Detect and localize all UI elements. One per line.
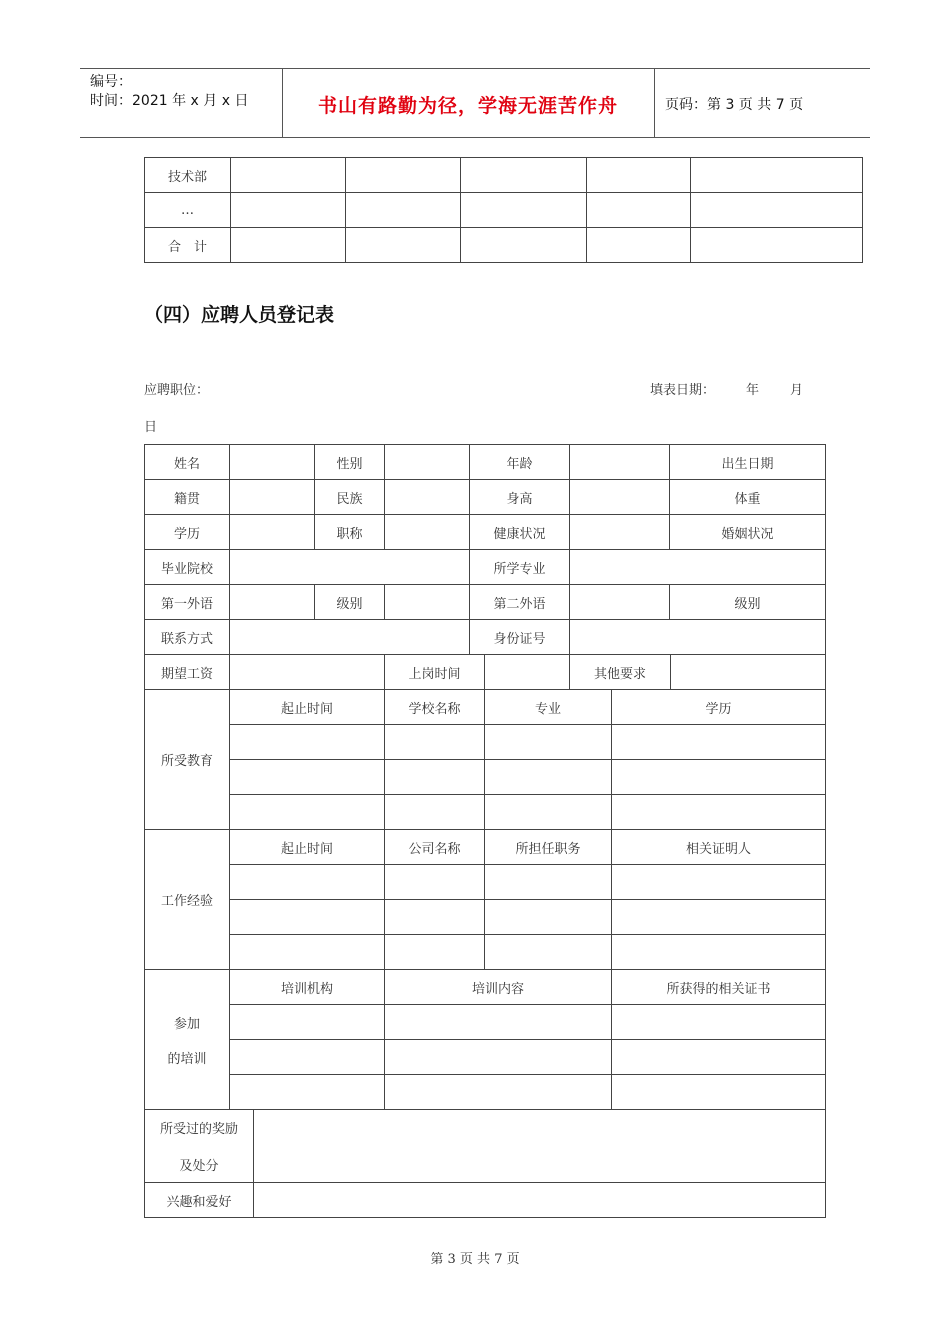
table-row [145,830,826,865]
education-header: 学历 [612,690,826,725]
table-cell[interactable] [461,228,587,263]
level1-field[interactable] [385,585,470,620]
table-cell[interactable] [385,1040,612,1075]
ethnicity-label: 民族 [315,480,385,515]
education-section-label: 所受教育 [145,690,230,830]
month-label: 月 [790,383,804,398]
table-cell[interactable] [230,865,385,900]
table-cell[interactable] [231,228,346,263]
table-row [145,1183,826,1218]
table-row [145,865,826,900]
table-row [145,193,863,228]
hobbies-label: 兴趣和爱好 [145,1183,254,1218]
section-title: （四）应聘人员登记表 [144,304,335,326]
gender-field[interactable] [385,445,470,480]
table-cell[interactable] [385,865,485,900]
table-cell[interactable] [231,193,346,228]
other-requirements-label: 其他要求 [570,655,671,690]
awards-field[interactable] [254,1110,826,1183]
serial-label: 编号： [90,74,132,90]
table-cell[interactable] [385,725,485,760]
gender-label: 性别 [315,445,385,480]
header-page-info: 页码：第 3 页 共 7 页 [665,97,804,113]
table-row [145,620,826,655]
registration-form [144,444,826,1218]
awards-label [145,1110,254,1183]
table-cell[interactable] [587,158,691,193]
major-field[interactable] [570,550,826,585]
education-level-label: 学历 [145,515,230,550]
table-cell[interactable] [587,228,691,263]
weight-label: 体重 [670,480,826,515]
birth-date-label: 出生日期 [670,445,826,480]
education-header: 学校名称 [385,690,485,725]
table-row [145,480,826,515]
department-table [144,157,863,263]
position-label: 应聘职位： [144,383,210,398]
salary-label: 期望工资 [145,655,230,690]
table-cell[interactable] [230,1075,385,1110]
age-label: 年龄 [470,445,570,480]
page-footer: 第 3 页 共 7 页 [430,1252,520,1267]
dept-row-label: 技术部 [145,158,231,193]
table-cell[interactable] [230,795,385,830]
table-cell[interactable] [612,865,826,900]
work-header: 相关证明人 [612,830,826,865]
table-row [145,690,826,725]
table-cell[interactable] [385,795,485,830]
training-label-line2: 的培训 [167,1051,207,1067]
table-cell[interactable] [385,1005,612,1040]
start-time-field[interactable] [485,655,570,690]
table-row [145,228,863,263]
name-label: 姓名 [145,445,230,480]
table-cell[interactable] [612,900,826,935]
marital-label: 婚姻状况 [670,515,826,550]
table-cell[interactable] [485,935,612,970]
table-cell[interactable] [385,900,485,935]
table-cell[interactable] [230,1005,385,1040]
major-label: 所学专业 [470,550,570,585]
work-header: 公司名称 [385,830,485,865]
title-field[interactable] [385,515,470,550]
table-row [145,970,826,1005]
work-header: 起止时间 [230,830,385,865]
table-cell[interactable] [612,1040,826,1075]
table-cell[interactable] [612,725,826,760]
table-cell[interactable] [230,725,385,760]
title-label: 职称 [315,515,385,550]
ethnicity-field[interactable] [385,480,470,515]
table-cell[interactable] [612,1005,826,1040]
table-cell[interactable] [230,900,385,935]
table-cell[interactable] [485,795,612,830]
level2-label: 级别 [670,585,826,620]
header-left [90,73,248,111]
id-number-label: 身份证号 [470,620,570,655]
table-row [145,1110,826,1183]
awards-label-line1: 所受过的奖励 [159,1122,238,1137]
table-row [145,1005,826,1040]
table-row [145,760,826,795]
school-field[interactable] [230,550,470,585]
table-row [145,935,826,970]
height-label: 身高 [470,480,570,515]
table-row [145,515,826,550]
table-row [145,1075,826,1110]
table-cell[interactable] [691,228,863,263]
contact-label: 联系方式 [145,620,230,655]
table-cell[interactable] [346,228,461,263]
school-label: 毕业院校 [145,550,230,585]
age-field[interactable] [570,445,670,480]
work-section-label: 工作经验 [145,830,230,970]
year-label: 年 [746,383,760,398]
table-row [145,550,826,585]
contact-field[interactable] [230,620,470,655]
dept-row-label: 合 计 [145,228,231,263]
id-number-field[interactable] [570,620,826,655]
training-header: 培训内容 [385,970,612,1005]
first-language-field[interactable] [230,585,315,620]
dept-row-label: … [145,193,231,228]
training-label-line1: 参加 [173,1016,200,1032]
table-cell[interactable] [485,900,612,935]
hobbies-field[interactable] [254,1183,826,1218]
table-cell[interactable] [461,158,587,193]
education-header: 起止时间 [230,690,385,725]
height-field[interactable] [570,480,670,515]
table-row [145,655,826,690]
table-cell[interactable] [587,193,691,228]
salary-field[interactable] [230,655,385,690]
level1-label: 级别 [315,585,385,620]
second-language-label: 第二外语 [470,585,570,620]
day-label: 日 [144,420,158,435]
table-cell[interactable] [385,935,485,970]
other-requirements-field[interactable] [671,655,826,690]
name-field[interactable] [230,445,315,480]
health-field[interactable] [570,515,670,550]
table-cell[interactable] [485,865,612,900]
table-cell[interactable] [230,1040,385,1075]
table-cell[interactable] [612,795,826,830]
table-cell[interactable] [346,158,461,193]
table-cell[interactable] [612,935,826,970]
table-cell[interactable] [485,725,612,760]
table-row [145,158,863,193]
native-place-field[interactable] [230,480,315,515]
table-cell[interactable] [612,760,826,795]
table-row [145,445,826,480]
work-header: 所担任职务 [485,830,612,865]
education-header: 专业 [485,690,612,725]
table-row [145,725,826,760]
second-language-field[interactable] [570,585,670,620]
header-divider [654,69,655,137]
start-time-label: 上岗时间 [385,655,485,690]
table-cell[interactable] [485,760,612,795]
table-cell[interactable] [691,193,863,228]
health-label: 健康状况 [470,515,570,550]
education-level-field[interactable] [230,515,315,550]
document-header [80,68,870,138]
time-label: 时间：2021 年 x 月 x 日 [90,93,249,109]
table-row [145,900,826,935]
training-header: 所获得的相关证书 [612,970,826,1005]
table-cell[interactable] [230,760,385,795]
table-cell[interactable] [385,1075,612,1110]
table-row [145,1040,826,1075]
training-section-label [145,970,230,1110]
table-cell[interactable] [385,760,485,795]
table-cell[interactable] [346,193,461,228]
header-motto: 书山有路勤为径，学海无涯苦作舟 [317,95,618,117]
awards-label-line2: 及处分 [179,1159,219,1174]
table-cell[interactable] [231,158,346,193]
table-row [145,585,826,620]
table-cell[interactable] [612,1075,826,1110]
table-cell[interactable] [230,935,385,970]
table-row [145,795,826,830]
table-cell[interactable] [691,158,863,193]
native-place-label: 籍贯 [145,480,230,515]
training-header: 培训机构 [230,970,385,1005]
first-language-label: 第一外语 [145,585,230,620]
fill-date-label: 填表日期： [650,383,716,398]
table-cell[interactable] [461,193,587,228]
